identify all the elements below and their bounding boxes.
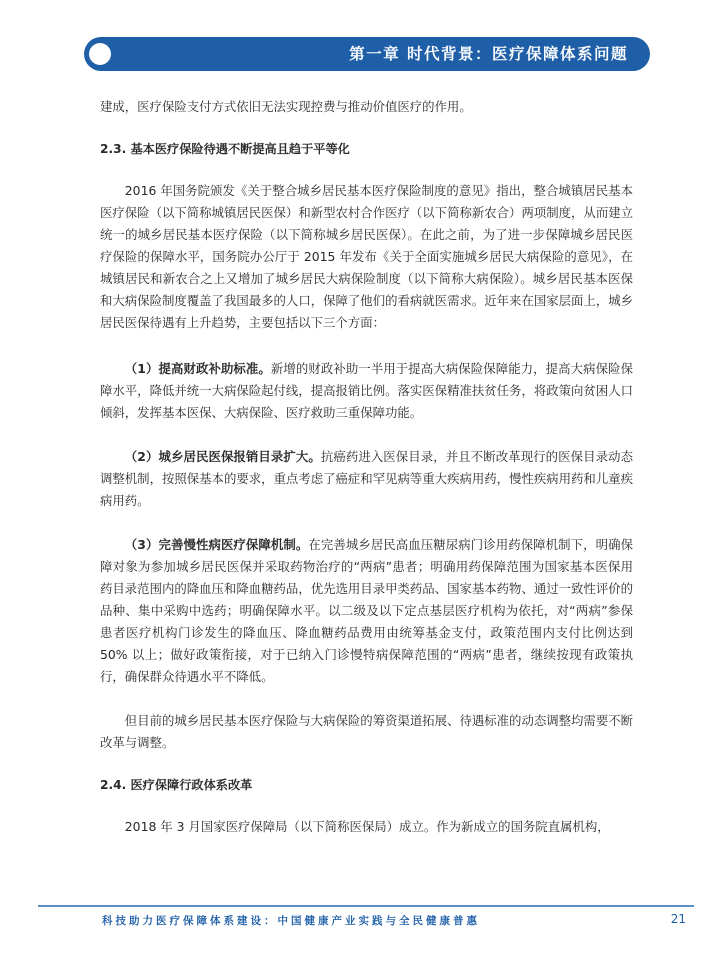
list-item-3-lead: （3）完善慢性病医疗保障机制。 (124, 537, 309, 552)
list-item-1 (100, 358, 633, 424)
chapter-title: 第一章 时代背景：医疗保障体系问题 (349, 45, 628, 63)
list-item-2-lead: （2）城乡居民医保报销目录扩大。 (124, 449, 321, 464)
list-item-3-text: 在完善城乡居民高血压糖尿病门诊用药保障机制下，明确保障对象为参加城乡居民医保并采取药物治疗的“两病”患者；明确用药保障范围为国家基本医保用药目录范围内的降血压和降血糖药品，优先选用目录甲类药品、国家基本药物、通过一致性评价的品种、集中采购中选药；明确保障水平。以二级及以下定点基层医疗机构为依托，对“两病”参保患者医疗机构门诊发生的降血压、降血糖药品费用由统筹基金支付，政策范围内支付比例达到 50% 以上；做好政策衔接，对于已纳入门诊慢特病保障范围的“两病”患者，继续按现有政策执行，确保群众待遇水平不降低。 (100, 537, 634, 684)
paragraph-integration: 2016 年国务院颁发《关于整合城乡居民基本医疗保险制度的意见》指出，整合城镇居民基本医疗保险（以下简称城镇居民医保）和新型农村合作医疗（以下简称新农合）两项制度，从而建立统一的城乡居民基本医疗保险（以下简称城乡居民医保）。在此之前，为了进一步保障城乡居民医疗保险的保障水平，国务院办公厅于 2015 年发布《关于全面实施城乡居民大病保险的意见》，在城镇居民和新农合之上又增加了城乡居民大病保险制度（以下简称大病保险）。城乡居民基本医保和大病保险制度覆盖了我国最多的人口，保障了他们的看病就医需求。近年来在国家层面上，城乡居民医保待遇有上升趋势，主要包括以下三个方面： (100, 183, 633, 330)
section-heading-2-3: 2.3. 基本医疗保险待遇不断提高且趋于平等化 (100, 142, 350, 156)
paragraph-continuation: 建成，医疗保险支付方式依旧无法实现控费与推动价值医疗的作用。 (100, 99, 472, 114)
banner-circle-icon (89, 43, 111, 65)
document-body (100, 96, 633, 838)
list-item-2-text: 抗癌药进入医保目录，并且不断改革现行的医保目录动态调整机制，按照保基本的要求，重点考虑了癌症和罕见病等重大疾病用药，慢性疾病用药和儿童疾病用药。 (100, 449, 633, 508)
chapter-banner (84, 37, 650, 71)
footer-divider (38, 905, 694, 907)
list-item-2 (100, 446, 633, 512)
section-heading-2-4: 2.4. 医疗保障行政体系改革 (100, 778, 253, 792)
page-number: 21 (670, 912, 686, 926)
list-item-1-lead: （1）提高财政补助标准。 (124, 361, 271, 376)
footer-report-title: 科技助力医疗保障体系建设：中国健康产业实践与全民健康普惠 (102, 915, 480, 927)
list-item-1-text: 新增的财政补助一半用于提高大病保险保障能力，提高大病保险保障水平，降低并统一大病保险起付线，提高报销比例。落实医保精准扶贫任务，将政策向贫困人口倾斜，发挥基本医保、大病保险、医疗救助三重保障功能。 (100, 361, 634, 420)
list-item-3 (100, 534, 633, 688)
paragraph-nhsa: 2018 年 3 月国家医疗保障局（以下简称医保局）成立。作为新成立的国务院直属机构， (124, 819, 610, 834)
paragraph-summary: 但目前的城乡居民基本医疗保险与大病保险的筹资渠道拓展、待遇标准的动态调整均需要不断改革与调整。 (100, 713, 633, 750)
